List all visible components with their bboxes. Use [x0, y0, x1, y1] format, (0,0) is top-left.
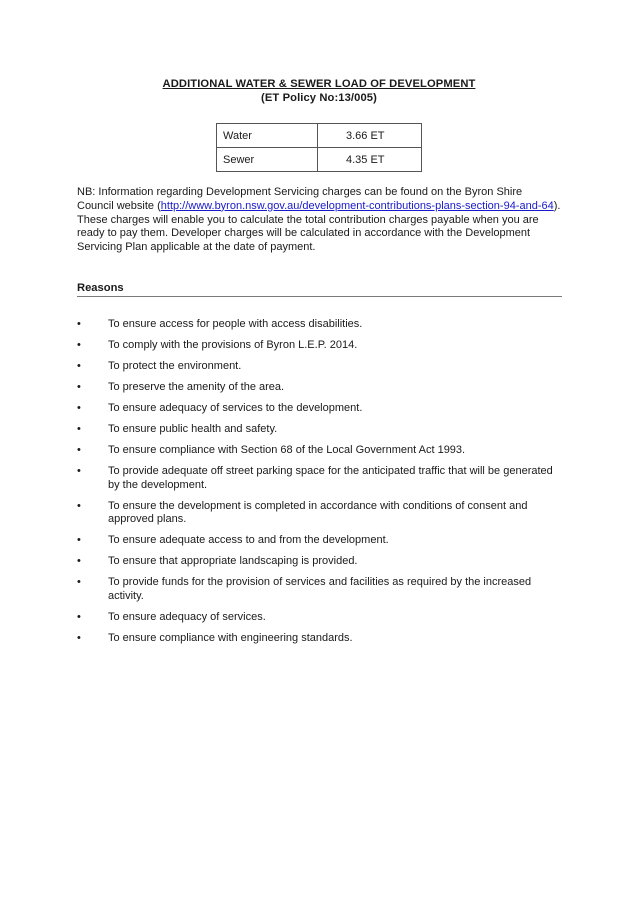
nb-text-after: ). These charges will enable you to calculate the total contribution charges payable when you are ready to pay them. Developer charges will be calculated in accordance with the Development Servicing Plan applicable at the date of payment. — [77, 199, 561, 254]
bullet-icon: • — [77, 380, 81, 393]
list-item — [77, 339, 562, 353]
list-item — [77, 381, 562, 395]
list-item-text: To provide funds for the provision of services and facilities as required by the increased activity. — [108, 576, 532, 603]
table-cell-label: Water — [217, 124, 318, 148]
bullet-icon: • — [77, 534, 81, 547]
list-item-text: To ensure adequacy of services to the development. — [108, 401, 363, 414]
developer-charges-link[interactable]: http://www.byron.nsw.gov.au/development-contributions-plans-section-94-and-64 — [160, 199, 554, 212]
bullet-icon: • — [77, 318, 81, 330]
list-item-text: To ensure public health and safety. — [108, 422, 278, 435]
table-cell-value: 3.66 ET — [318, 124, 422, 148]
list-item — [77, 360, 562, 374]
list-item — [77, 465, 562, 493]
bullet-icon: • — [77, 611, 81, 624]
list-item-text: To protect the environment. — [108, 359, 242, 372]
list-item-text: To ensure compliance with Section 68 of the Local Government Act 1993. — [108, 443, 466, 456]
nb-text-before: NB: Information regarding Development Servicing charges can be found on the Byron Shire Council website ( — [77, 186, 523, 212]
reasons-list — [77, 318, 562, 653]
bullet-icon: • — [77, 443, 81, 456]
list-item — [77, 402, 562, 416]
bullet-icon: • — [77, 422, 81, 435]
bullet-icon: • — [77, 464, 81, 477]
bullet-icon: • — [77, 338, 81, 351]
list-item — [77, 444, 562, 458]
list-item-text: To ensure adequacy of services. — [108, 611, 266, 624]
table-row-sewer — [217, 148, 422, 172]
list-item-text: To ensure that appropriate landscaping is provided. — [108, 555, 358, 568]
list-item — [77, 611, 562, 625]
title-block — [0, 77, 638, 105]
table-cell-value: 4.35 ET — [318, 148, 422, 172]
list-item — [77, 500, 562, 528]
list-item — [77, 534, 562, 548]
list-item — [77, 576, 562, 604]
nb-paragraph — [77, 186, 561, 255]
list-item-text: To comply with the provisions of Byron L.E.P. 2014. — [108, 338, 358, 351]
document-subtitle: (ET Policy No:13/005) — [261, 92, 377, 104]
list-item — [77, 555, 562, 569]
list-item-text: To provide adequate off street parking space for the anticipated traffic that will be generated by the development. — [108, 464, 553, 491]
list-item-text: To ensure the development is completed in accordance with conditions of consent and approved plans. — [108, 499, 528, 526]
bullet-icon: • — [77, 499, 81, 512]
table-cell-label: Sewer — [217, 148, 318, 172]
document-title: ADDITIONAL WATER & SEWER LOAD OF DEVELOPMENT — [162, 78, 476, 90]
list-item-text: To ensure adequate access to and from the development. — [108, 534, 389, 547]
list-item-text: To ensure compliance with engineering standards. — [108, 632, 353, 645]
list-item — [77, 318, 562, 332]
load-table — [216, 123, 422, 172]
list-item — [77, 632, 562, 646]
bullet-icon: • — [77, 576, 81, 589]
bullet-icon: • — [77, 632, 81, 645]
bullet-icon: • — [77, 555, 81, 568]
list-item-text: To ensure access for people with access disabilities. — [108, 318, 363, 330]
list-item — [77, 423, 562, 437]
bullet-icon: • — [77, 401, 81, 414]
list-item-text: To preserve the amenity of the area. — [108, 380, 285, 393]
bullet-icon: • — [77, 359, 81, 372]
table-row-water — [217, 124, 422, 148]
reasons-heading: Reasons — [77, 282, 562, 297]
